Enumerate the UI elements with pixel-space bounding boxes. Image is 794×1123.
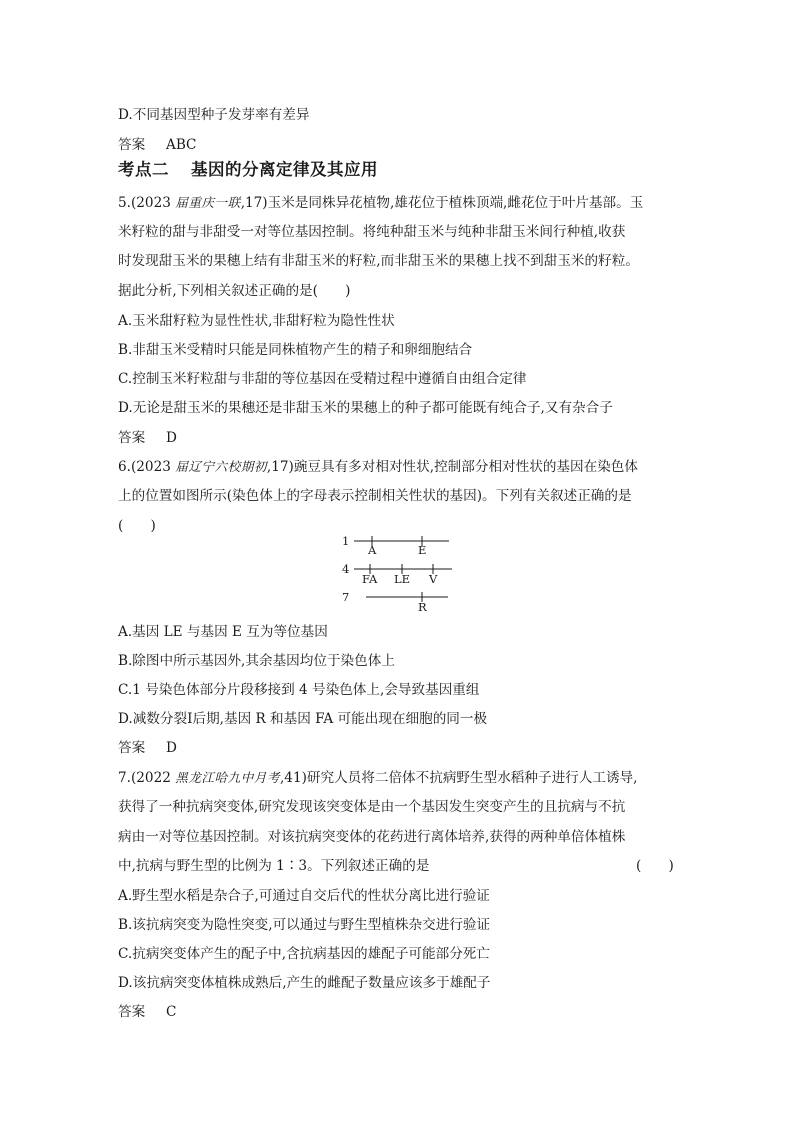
gene-label-fa: FA	[362, 572, 378, 586]
option-a: A.玉米甜籽粒为显性性状,非甜籽粒为隐性性状	[118, 313, 395, 329]
source-close: ,17)	[266, 459, 294, 475]
question-7-line-2: 获得了一种抗病突变体,研究发现该突变体是由一个基因发生突变产生的且抗病与不抗	[118, 799, 626, 815]
answer-parentheses: ( )	[636, 858, 674, 874]
gene-label-a: A	[368, 543, 377, 557]
question-number: 6.	[118, 459, 131, 475]
answer-value: C	[166, 1004, 177, 1020]
source-text: 届重庆一联	[175, 195, 241, 210]
gene-label-r: R	[418, 600, 427, 614]
section-heading	[118, 160, 378, 180]
answer-line	[118, 135, 196, 155]
option-b: B.该抗病突变为隐性突变,可以通过与野生型植株杂交进行验证	[118, 917, 491, 933]
answer-line	[118, 428, 177, 448]
source-open: (2023	[130, 195, 176, 211]
question-5-line-3: 时发现甜玉米的果穗上结有非甜玉米的籽粒,而非甜玉米的果穗上找不到甜玉米的籽粒。	[118, 253, 639, 269]
question-text: 玉米是同株异花植物,雄花位于植株顶端,雌花位于叶片基部。玉	[267, 195, 644, 211]
question-text: 研究人员将二倍体不抗病野生型水稻种子进行人工诱导,	[306, 770, 638, 786]
gene-label-le: LE	[394, 572, 411, 586]
question-6-line-2: 上的位置如图所示(染色体上的字母表示控制相关性状的基因)。下列有关叙述正确的是	[118, 488, 632, 504]
answer-label: 答案	[118, 740, 146, 756]
question-number: 7.	[118, 770, 131, 786]
source-text: 黑龙江哈九中月考	[175, 770, 280, 785]
source-text: 届辽宁六校期初	[175, 459, 267, 474]
chromosome-label-4: 4	[342, 562, 350, 576]
chromosome-figure	[330, 528, 460, 620]
answer-label: 答案	[118, 430, 146, 446]
option-d: D.无论是甜玉米的果穗还是非甜玉米的果穗上的种子都可能既有纯合子,又有杂合子	[118, 400, 613, 416]
question-5-line-2: 米籽粒的甜与非甜受一对等位基因控制。将纯种甜玉米与纯种非甜玉米间行种植,收获	[118, 224, 626, 240]
question-6-line-3: ( )	[118, 518, 156, 534]
chromosome-label-1: 1	[342, 534, 350, 548]
option-a: A.野生型水稻是杂合子,可通过自交后代的性状分离比进行验证	[118, 888, 490, 904]
question-text: 豌豆具有多对相对性状,控制部分相对性状的基因在染色体	[293, 459, 638, 475]
option-d: D.该抗病突变体植株成熟后,产生的雌配子数量应该多于雄配子	[118, 975, 491, 991]
section-title: 基因的分离定律及其应用	[191, 160, 378, 179]
option-d: D.不同基因型种子发芽率有差异	[118, 107, 310, 123]
option-c: C.1 号染色体部分片段移接到 4 号染色体上,会导致基因重组	[118, 682, 480, 698]
answer-value: D	[166, 430, 177, 446]
option-b: B.非甜玉米受精时只能是同株植物产生的精子和卵细胞结合	[118, 342, 473, 358]
answer-label: 答案	[118, 137, 146, 153]
gene-label-e: E	[418, 543, 427, 557]
option-d: D.减数分裂Ⅰ后期,基因 R 和基因 FA 可能出现在细胞的同一极	[118, 711, 488, 727]
source-open: (2022	[130, 770, 176, 786]
section-label: 考点二	[118, 160, 169, 179]
answer-line	[118, 1002, 176, 1022]
option-c: C.抗病突变体产生的配子中,含抗病基因的雄配子可能部分死亡	[118, 946, 490, 962]
question-6-line-1	[118, 457, 638, 477]
option-a: A.基因 LE 与基因 E 互为等位基因	[118, 624, 328, 640]
answer-label: 答案	[118, 1004, 146, 1020]
source-close: ,17)	[240, 195, 268, 211]
question-7-line-3: 病由一对等位基因控制。对该抗病突变体的花药进行离体培养,获得的两种单倍体植株	[118, 829, 626, 845]
option-b: B.除图中所示基因外,其余基因均位于染色体上	[118, 653, 395, 669]
source-close: ,41)	[279, 770, 307, 786]
source-open: (2023	[130, 459, 176, 475]
answer-line	[118, 738, 177, 758]
chromosome-label-7: 7	[342, 590, 350, 604]
option-c: C.控制玉米籽粒甜与非甜的等位基因在受精过程中遵循自由组合定律	[118, 371, 527, 387]
gene-label-v: V	[429, 572, 438, 586]
answer-value: D	[166, 740, 177, 756]
question-5-line-1	[118, 193, 643, 213]
question-number: 5.	[118, 195, 131, 211]
answer-value: ABC	[166, 137, 197, 153]
question-5-line-4: 据此分析,下列相关叙述正确的是( )	[118, 283, 351, 299]
question-7-line-1	[118, 768, 637, 788]
question-7-line-4: 中,抗病与野生型的比例为 1∶3。下列叙述正确的是	[118, 858, 430, 874]
